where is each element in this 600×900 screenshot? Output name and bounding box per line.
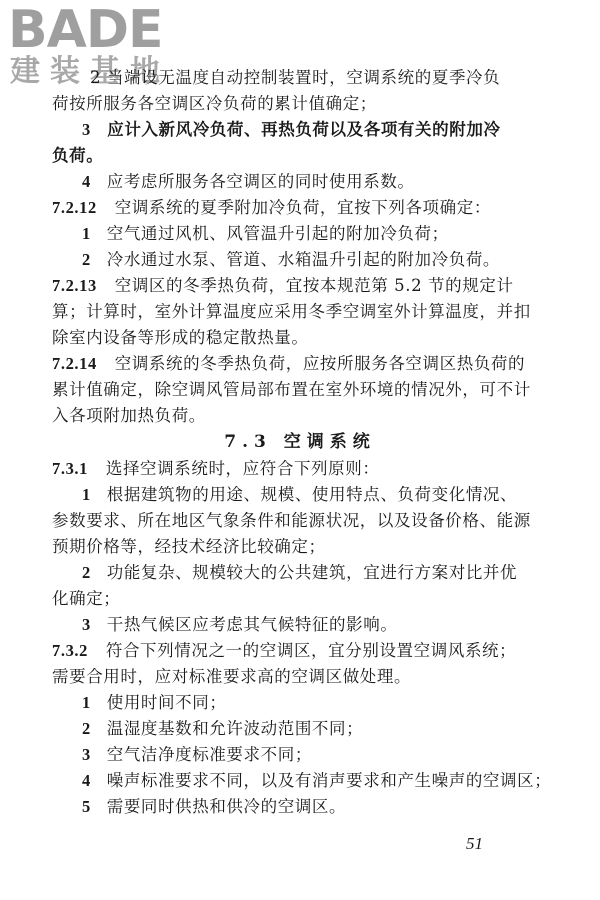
clause-number: 7.2.12 (52, 198, 97, 217)
text-line (52, 405, 206, 427)
item-line (82, 718, 363, 740)
line-text: 选择空调系统时，应符合下列原则： (105, 459, 380, 478)
clause-number: 7.2.14 (52, 354, 97, 373)
clause-number: 7.3.1 (52, 459, 88, 478)
line-text: 预期价格等，经技术经济比较确定； (52, 537, 326, 556)
item-number: 2 (82, 719, 91, 738)
line-text: 空调系统的冬季热负荷，应按所服务各空调区热负荷的 (114, 354, 526, 373)
text-line (52, 93, 377, 115)
item-number: 5 (82, 797, 91, 816)
item-number: 3 (82, 615, 91, 634)
item-line (82, 171, 415, 193)
line-text: 温湿度基数和允许波动范围不同； (106, 719, 364, 738)
text-line (52, 301, 531, 323)
line-text: 累计值确定，除空调风管局部布置在室外环境的情况外，可不计 (52, 380, 531, 399)
item-number: 1 (82, 693, 91, 712)
text-line (90, 67, 500, 89)
line-text: 化确定； (52, 589, 121, 608)
item-number: 1 (82, 224, 91, 243)
line-text: 空气通过风机、风管温升引起的附加冷负荷； (106, 224, 449, 243)
watermark-brand: BADE (8, 0, 163, 60)
line-text: 根据建筑物的用途、规模、使用特点、负荷变化情况、 (106, 485, 518, 504)
item-number: 2 (82, 250, 91, 269)
line-text: 需要合用时，应对标准要求高的空调区做处理。 (52, 667, 412, 686)
clause-line (52, 197, 491, 219)
line-text: 除室内设备等形成的稳定散热量。 (52, 328, 309, 347)
item-line (82, 796, 346, 818)
item-number: 3 (82, 745, 91, 764)
line-text: 负荷。 (52, 146, 104, 165)
line-text: 参数要求、所在地区气象条件和能源状况，以及设备价格、能源 (52, 511, 531, 530)
line-text: 需要同时供热和供冷的空调区。 (106, 797, 347, 816)
line-text: 荷按所服务各空调区冷负荷的累计值确定； (52, 94, 377, 113)
item-line (82, 770, 551, 792)
line-text: 符合下列情况之一的空调区，宜分别设置空调风系统； (105, 641, 517, 660)
item-line (82, 614, 397, 636)
item-number: 1 (82, 485, 91, 504)
item-line (82, 484, 517, 506)
text-line (52, 379, 531, 401)
item-line (82, 249, 500, 271)
text-line (52, 145, 103, 167)
clause-line (52, 275, 514, 297)
clause-line (52, 640, 516, 662)
item-line (82, 119, 501, 141)
line-text: 空调区的冬季热负荷，宜按本规范第 5.2 节的规定计 (114, 276, 514, 295)
item-line (82, 744, 312, 766)
clause-line (52, 458, 379, 480)
item-line (82, 223, 449, 245)
clause-number: 7.3.2 (52, 641, 88, 660)
item-number: 3 (82, 120, 91, 139)
item-line (82, 562, 517, 584)
section-heading: 7.3 空调系统 (224, 432, 376, 452)
line-text: 应计入新风冷负荷、再热负荷以及各项有关的附加冷 (107, 120, 501, 139)
item-line (82, 692, 226, 714)
line-text: 应考虑所服务各空调区的同时使用系数。 (106, 172, 415, 191)
text-line (52, 666, 411, 688)
line-text: 入各项附加热负荷。 (52, 406, 206, 425)
line-text: 算；计算时，室外计算温度应采用冬季空调室外计算温度，并扣 (52, 302, 531, 321)
text-line (52, 510, 531, 532)
text-line (52, 588, 120, 610)
page-number: 51 (466, 834, 483, 853)
line-text: 干热气候区应考虑其气候特征的影响。 (106, 615, 398, 634)
line-text: 噪声标准要求不同，以及有消声要求和产生噪声的空调区； (106, 771, 552, 790)
line-text: 冷水通过水泵、管道、水箱温升引起的附加冷负荷。 (106, 250, 501, 269)
watermark-subtitle: 建装基地 (10, 54, 170, 89)
line-text: 使用时间不同； (106, 693, 227, 712)
text-line (52, 327, 309, 349)
item-number: 2 (82, 563, 91, 582)
text-line (52, 536, 326, 558)
line-text: 功能复杂、规模较大的公共建筑，宜进行方案对比并优 (106, 563, 518, 582)
line-text: 2 当端设无温度自动控制装置时，空调系统的夏季冷负 (90, 68, 501, 87)
clause-line (52, 353, 525, 375)
clause-number: 7.2.13 (52, 276, 97, 295)
line-text: 空调系统的夏季附加冷负荷，宜按下列各项确定： (114, 198, 491, 217)
line-text: 空气洁净度标准要求不同； (106, 745, 312, 764)
item-number: 4 (82, 172, 91, 191)
item-number: 4 (82, 771, 91, 790)
